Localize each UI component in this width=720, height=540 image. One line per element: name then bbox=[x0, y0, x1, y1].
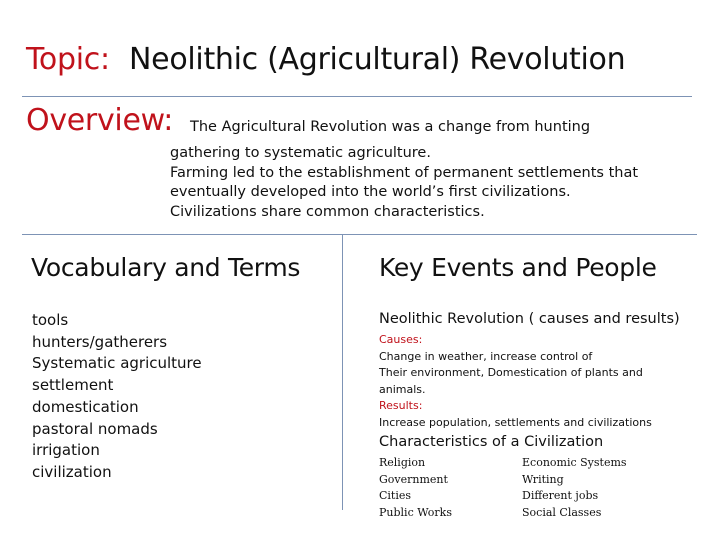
vocab-list bbox=[32, 310, 202, 484]
characteristic-item: Religion bbox=[379, 456, 426, 469]
characteristics-column-1 bbox=[379, 455, 452, 521]
events-subheading: Neolithic Revolution ( causes and results) bbox=[379, 311, 680, 327]
overview-first-line: The Agricultural Revolution was a change from hunting bbox=[190, 119, 591, 135]
vocab-item: irrigation bbox=[32, 441, 100, 460]
vocab-item: settlement bbox=[32, 376, 114, 395]
topic-title bbox=[26, 42, 625, 77]
causes-line: Their environment, Domestication of plants and bbox=[379, 366, 643, 380]
vocab-heading: Vocabulary and Terms bbox=[31, 253, 301, 282]
characteristics-heading: Characteristics of a Civilization bbox=[379, 434, 604, 450]
characteristic-item: Government bbox=[379, 472, 448, 486]
characteristic-item: Economic Systems bbox=[522, 456, 627, 469]
column-divider bbox=[342, 234, 343, 510]
overview-line: Farming led to the establishment of permanent settlements that bbox=[170, 164, 639, 181]
causes-results-block bbox=[379, 332, 652, 432]
causes-label: Causes: bbox=[379, 333, 423, 346]
top-divider bbox=[22, 96, 692, 97]
characteristic-item: Public Works bbox=[379, 505, 452, 519]
characteristics-column-2 bbox=[522, 455, 627, 521]
vocab-item: civilization bbox=[32, 462, 112, 481]
overview-body bbox=[170, 144, 638, 222]
events-heading: Key Events and People bbox=[379, 253, 657, 282]
results-line: Increase population, settlements and civilizations bbox=[379, 415, 652, 429]
overview-label: Overview: bbox=[26, 103, 174, 138]
overview-line: Civilizations share common characteristics. bbox=[170, 203, 485, 220]
overview-line: gathering to systematic agriculture. bbox=[170, 145, 431, 161]
vocab-item: domestication bbox=[32, 397, 139, 416]
topic-label: Topic: bbox=[26, 42, 110, 77]
results-label: Results: bbox=[379, 399, 423, 413]
vocab-item: pastoral nomads bbox=[32, 419, 158, 438]
vocab-item: tools bbox=[32, 311, 69, 329]
causes-line: animals. bbox=[379, 382, 426, 396]
causes-line: Change in weather, increase control of bbox=[379, 349, 593, 363]
characteristic-item: Different jobs bbox=[522, 489, 599, 503]
topic-text: Neolithic (Agricultural) Revolution bbox=[129, 42, 626, 77]
overview-line: eventually developed into the world’s first civilizations. bbox=[170, 184, 571, 200]
vocab-item: Systematic agriculture bbox=[32, 354, 202, 373]
section-divider bbox=[22, 234, 697, 235]
characteristic-item: Cities bbox=[379, 489, 412, 503]
characteristic-item: Social Classes bbox=[522, 505, 602, 519]
vocab-item: hunters/gatherers bbox=[32, 332, 168, 351]
characteristic-item: Writing bbox=[522, 472, 564, 486]
